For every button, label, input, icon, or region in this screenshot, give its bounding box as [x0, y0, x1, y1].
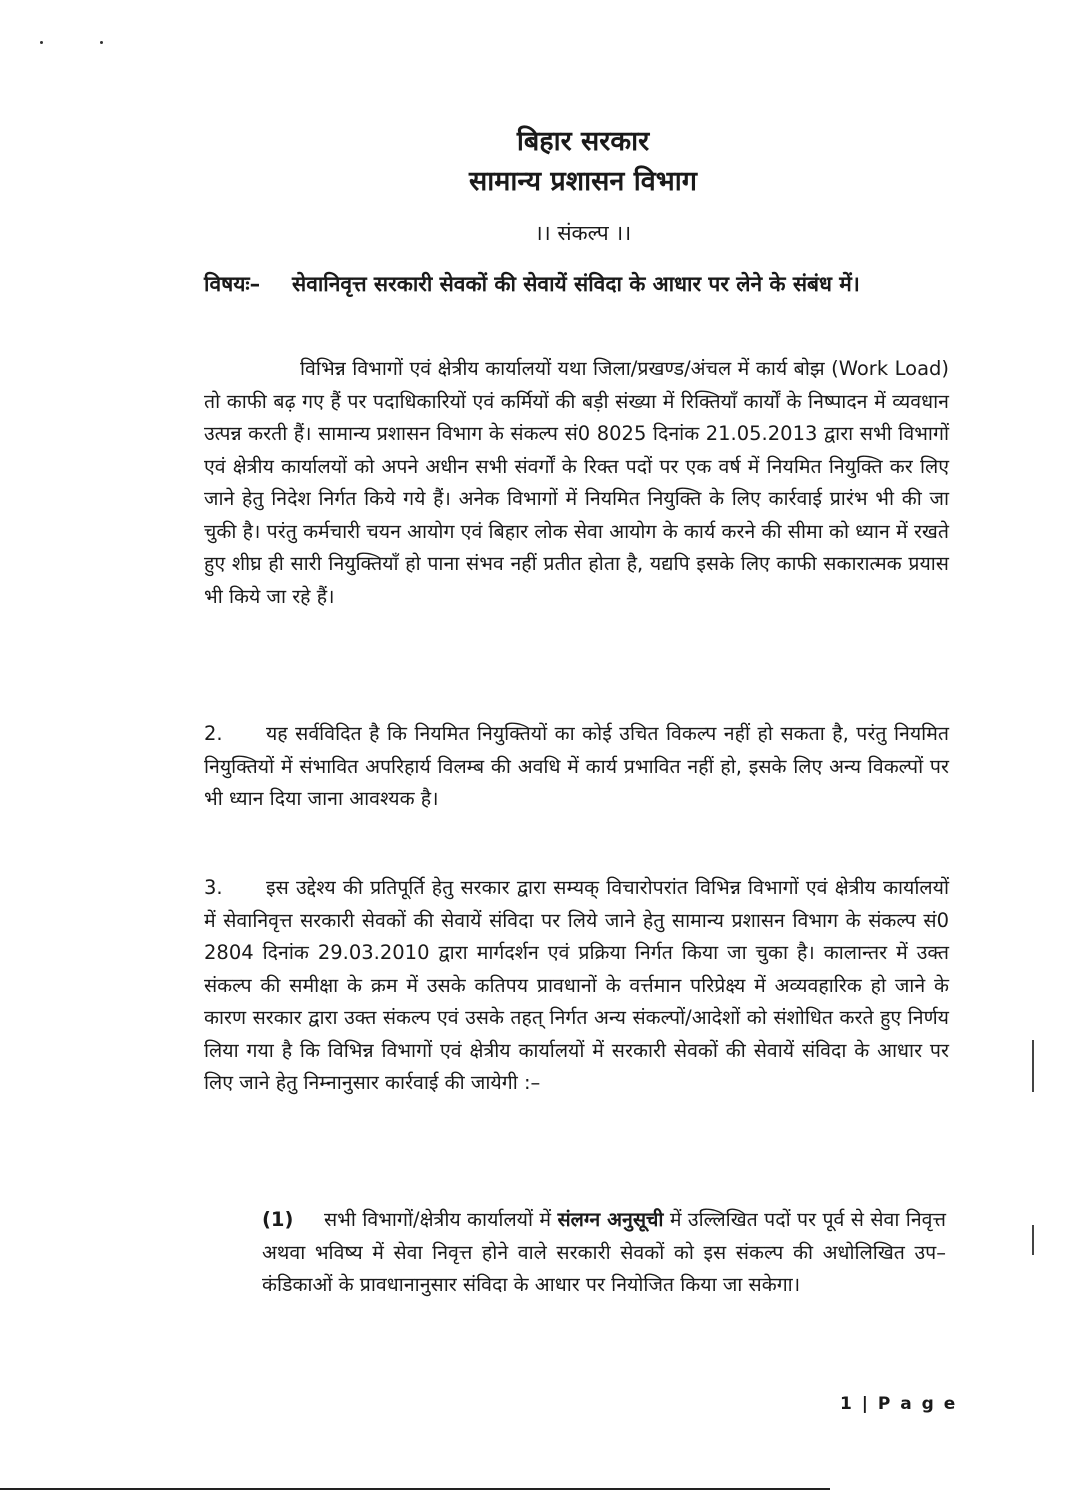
resolution-heading: ।। संकल्प ।।: [534, 221, 632, 245]
scan-speck: [100, 41, 103, 44]
subject-label: विषयः–: [204, 272, 261, 296]
bottom-rule: [0, 1488, 830, 1490]
paragraph-2-text: यह सर्वविदित है कि नियमित नियुक्तियों का कोई उचित विकल्प नहीं हो सकता है, परंतु नियमित नियुक्तियों में संभावित अपरिहार्य विलम्ब की अवधि में कार्य प्रभावित नहीं हो, इसके लिए अन्य विकल्पों पर भी ध्यान दिया जाना आवश्यक है।: [204, 722, 949, 810]
scan-speck: [40, 41, 43, 44]
subject-block: [204, 268, 949, 301]
paragraph-1-text: विभिन्न विभागों एवं क्षेत्रीय कार्यालयों यथा जिला/प्रखण्ड/अंचल में कार्य बोझ (Work Load) तो काफी बढ़ गए हैं पर पदाधिकारियों एवं कर्मियों की बड़ी संख्या में रिक्तियाँ कार्यों के निष्पादन में व्यवधान उत्पन्न करती हैं। सामान्य प्रशासन विभाग के संकल्प सं0 8025 दिनांक 21.05.2013 द्वारा सभी विभागों एवं क्षेत्रीय कार्यालयों को अपने अधीन सभी संवर्गों के रिक्त पदों पर एक वर्ष में नियमित नियुक्ति कर लिए जाने हेतु निदेश निर्गत किये गये हैं। अनेक विभागों में नियमित नियुक्ति के लिए कार्रवाई प्रारंभ भी की जा चुकी है। परंतु कर्मचारी चयन आयोग एवं बिहार लोक सेवा आयोग के कार्य करने की सीमा को ध्यान में रखते हुए शीघ्र ही सारी नियुक्तियाँ हो पाना संभव नहीं प्रतीत होता है, यद्यपि इसके लिए काफी सकारात्मक प्रयास भी किये जा रहे हैं।: [204, 357, 949, 608]
document-header: [0, 122, 1066, 250]
subclause-1-number: (1): [262, 1208, 294, 1231]
paragraph-2: [204, 718, 949, 816]
subclause-1: [262, 1204, 946, 1302]
government-title: बिहार सरकार: [516, 126, 650, 157]
department-title: सामान्य प्रशासन विभाग: [469, 166, 697, 197]
page-number: 1 | P a g e: [840, 1394, 958, 1414]
paragraph-3: [204, 872, 949, 1100]
subclause-1-text-after: में उल्लिखित पदों पर पूर्व से सेवा निवृत्त अथवा भविष्य में सेवा निवृत्त होने वाले सरकारी सेवकों को इस संकल्प की अधोलिखित उप–कंडिकाओं के प्रावधानानुसार संविदा के आधार पर नियोजित किया जा सकेगा।: [262, 1208, 946, 1296]
scan-margin-mark: [1032, 1040, 1034, 1092]
paragraph-1: [204, 353, 949, 613]
paragraph-3-text: इस उद्देश्य की प्रतिपूर्ति हेतु सरकार द्वारा सम्यक् विचारोपरांत विभिन्न विभागों एवं क्षेत्रीय कार्यालयों में सेवानिवृत्त सरकारी सेवकों की सेवायें संविदा पर लिये जाने हेतु सामान्य प्रशासन विभाग के संकल्प सं0 2804 दिनांक 29.03.2010 द्वारा मार्गदर्शन एवं प्रक्रिया निर्गत किया जा चुका है। कालान्तर में उक्त संकल्प की समीक्षा के क्रम में उसके कतिपय प्रावधानों के वर्त्तमान परिप्रेक्ष्य में अव्यवहारिक हो जाने के कारण सरकार द्वारा उक्त संकल्प एवं उसके तहत् निर्गत अन्य संकल्पों/आदेशों को संशोधित करते हुए निर्णय लिया गया है कि विभिन्न विभागों एवं क्षेत्रीय कार्यालयों में सरकारी सेवकों की सेवायें संविदा के आधार पर लिए जाने हेतु निम्नानुसार कार्रवाई की जायेगी :–: [204, 876, 949, 1094]
subclause-1-text-before: सभी विभागों/क्षेत्रीय कार्यालयों में: [324, 1208, 552, 1231]
subclause-1-bold-text: संलग्न अनुसूची: [557, 1208, 664, 1231]
subject-text: सेवानिवृत्त सरकारी सेवकों की सेवायें संविदा के आधार पर लेने के संबंध में।: [292, 272, 860, 296]
scan-margin-mark: [1032, 1225, 1034, 1255]
paragraph-2-number: 2.: [204, 722, 223, 745]
paragraph-3-number: 3.: [204, 876, 223, 899]
